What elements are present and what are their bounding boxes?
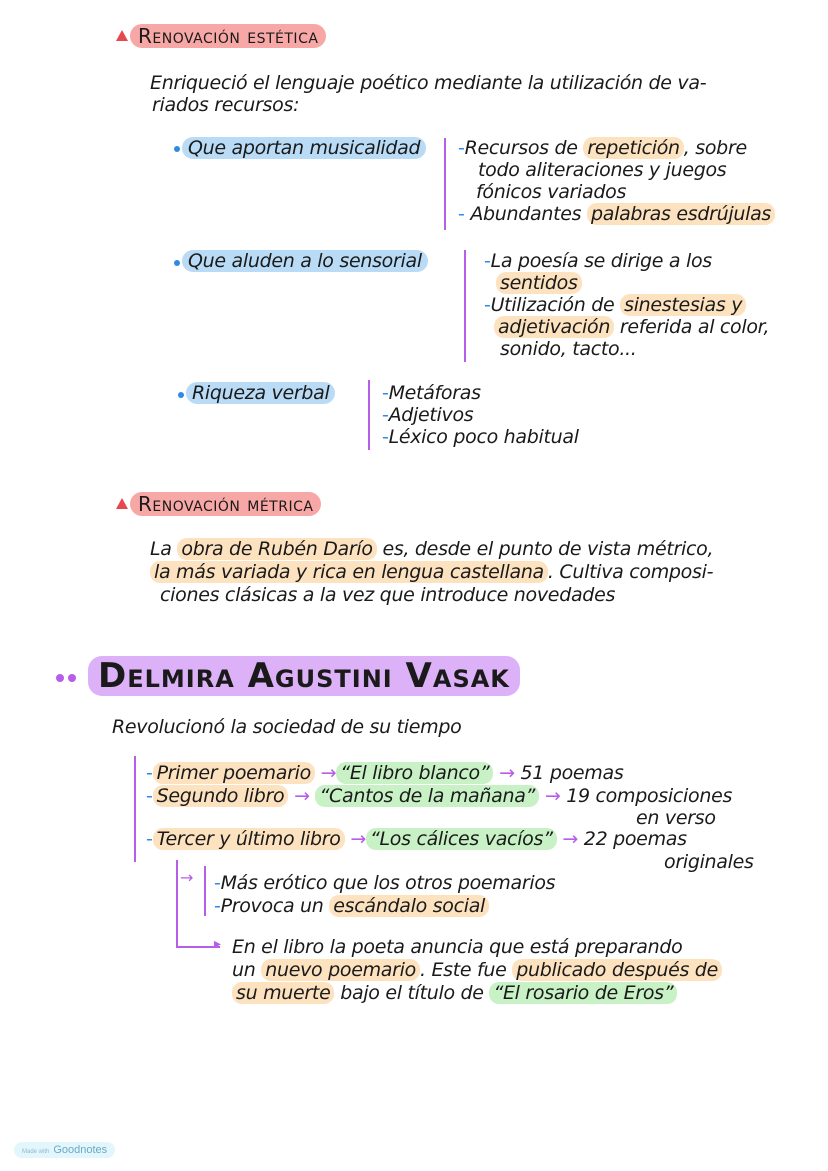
book-row-cont: originales — [664, 851, 754, 873]
bullet-icon — [174, 146, 180, 152]
brace-divider — [464, 250, 466, 362]
intro-line-1: Enriqueció el lenguaje poético mediante la utilización de va- — [150, 72, 707, 94]
list-item-cont: sonido, tacto... — [500, 338, 637, 360]
list-item: -Provoca un escándalo social — [214, 895, 489, 918]
vertical-line — [134, 756, 136, 862]
double-dot-icon — [68, 674, 76, 682]
vertical-line — [204, 866, 206, 916]
list-item-cont: adjetivación referida al color, — [494, 316, 769, 339]
group-label: Riqueza verbal — [186, 382, 335, 405]
goodnotes-badge[interactable]: Made with Goodnotes — [14, 1142, 115, 1158]
metrica-line-1: La obra de Rubén Darío es, desde el punto de vista métrico, — [150, 538, 714, 560]
final-line-2: un nuevo poemario . Este fue publicado después de — [232, 959, 722, 982]
triangle-bullet-icon — [116, 498, 128, 509]
double-dot-icon — [56, 674, 64, 682]
book-row-cont: en verso — [636, 807, 716, 829]
intro-line-2: riados recursos: — [152, 94, 300, 116]
final-line-1: En el libro la poeta anuncia que está preparando — [232, 936, 683, 958]
list-item: - Abundantes palabras esdrújulas — [458, 203, 775, 226]
list-item-cont: sentidos — [496, 272, 582, 295]
bullet-icon — [174, 260, 180, 266]
triangle-bullet-icon — [116, 30, 128, 41]
group-label: Que aluden a lo sensorial — [182, 250, 428, 273]
group-label: Que aportan musicalidad — [182, 137, 426, 160]
list-item: -La poesía se dirige a los — [484, 250, 712, 272]
list-item: -Recursos de repetición , sobre — [458, 137, 747, 159]
final-line-3: su muerte bajo el título de “El rosario de Eros” — [232, 982, 677, 1005]
book-row: - Primer poemario → “El libro blanco” → 51 poemas — [146, 762, 624, 784]
list-item-cont: todo aliteraciones y juegos — [478, 159, 727, 181]
list-item: -Más erótico que los otros poemarios — [214, 872, 556, 894]
connector-line — [176, 860, 178, 948]
metrica-line-3: ciones clásicas a la vez que introduce novedades — [160, 584, 616, 606]
section-title-metrica: Renovación métrica — [130, 492, 321, 516]
brace-divider — [368, 380, 370, 450]
list-item: -Utilización de sinestesias y — [484, 294, 746, 317]
book-row: - Segundo libro → “Cantos de la mañana” → 19 composiciones — [146, 785, 733, 807]
page-title: Delmira Agustini Vasak — [88, 656, 520, 696]
section-title-estetica: Renovación estética — [130, 24, 326, 48]
list-item-cont: fónicos variados — [476, 181, 627, 203]
list-item: -Metáforas — [382, 382, 481, 404]
subtitle: Revolucionó la sociedad de su tiempo — [112, 716, 462, 738]
brace-divider — [444, 138, 446, 230]
list-item: -Adjetivos — [382, 404, 474, 426]
brand-name: Goodnotes — [53, 1144, 108, 1156]
metrica-line-2: la más variada y rica en lengua castellana . Cultiva composi- — [150, 561, 713, 584]
arrow-icon: → — [180, 868, 194, 887]
bullet-icon — [178, 392, 184, 398]
list-item: -Léxico poco habitual — [382, 426, 579, 448]
arrow-icon: ▸ — [214, 936, 222, 952]
book-row: - Tercer y último libro → “Los cálices vacíos” → 22 poemas — [146, 828, 687, 850]
